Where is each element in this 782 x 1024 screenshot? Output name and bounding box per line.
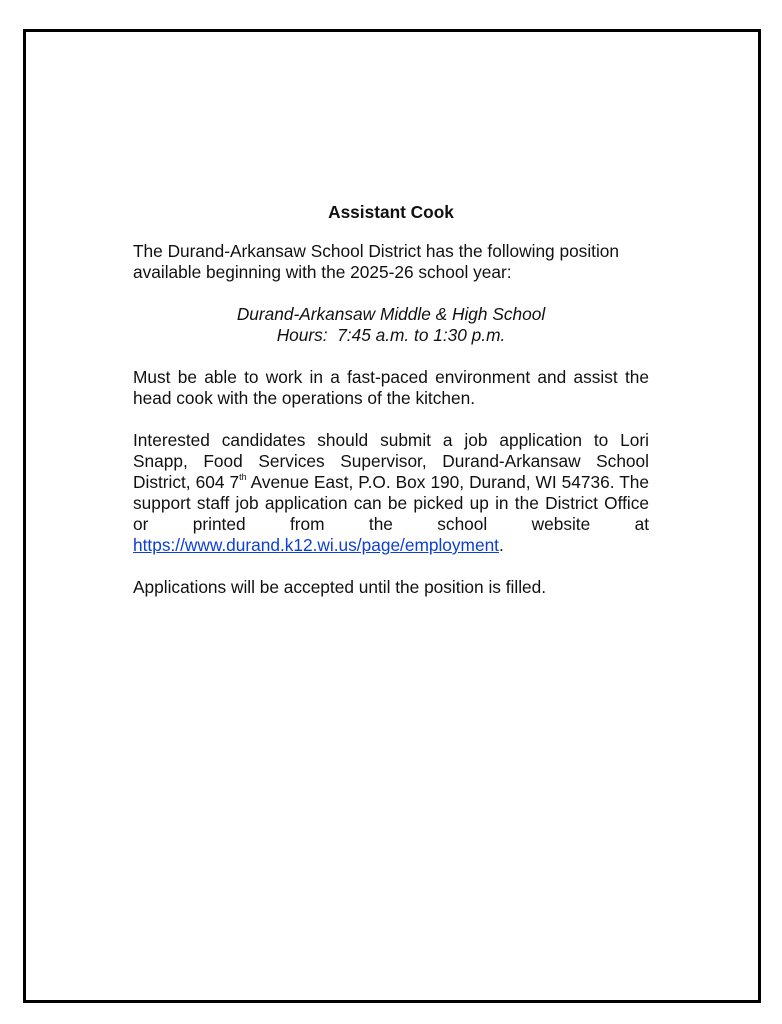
position-details bbox=[133, 304, 649, 346]
employment-link[interactable]: https://www.durand.k12.wi.us/page/employment bbox=[133, 535, 499, 555]
intro-paragraph: The Durand-Arkansaw School District has the following position available beginning with the 2025-26 school year: bbox=[133, 241, 620, 282]
requirements-paragraph: Must be able to work in a fast-paced environment and assist the head cook with the operations of the kitchen. bbox=[133, 367, 649, 408]
document-body bbox=[133, 202, 649, 619]
job-title: Assistant Cook bbox=[328, 202, 454, 222]
school-location: Durand-Arkansaw Middle & High School bbox=[236, 304, 546, 324]
ordinal-suffix: th bbox=[239, 472, 247, 483]
closing-paragraph: Applications will be accepted until the position is filled. bbox=[133, 577, 547, 597]
application-text-1: Interested candidates should submit a job application to Lori Snapp, Food Services Supervisor, Durand-Arkansaw School District, 604 7 bbox=[133, 430, 649, 492]
application-text-2: Avenue East, P.O. Box 190, Durand, WI 54736. The support staff job application can be picked up in the District Office or printed from the school website at bbox=[133, 472, 649, 534]
work-hours: Hours: 7:45 a.m. to 1:30 p.m. bbox=[276, 325, 506, 345]
application-paragraph bbox=[133, 430, 649, 556]
application-text-3: . bbox=[498, 535, 504, 555]
